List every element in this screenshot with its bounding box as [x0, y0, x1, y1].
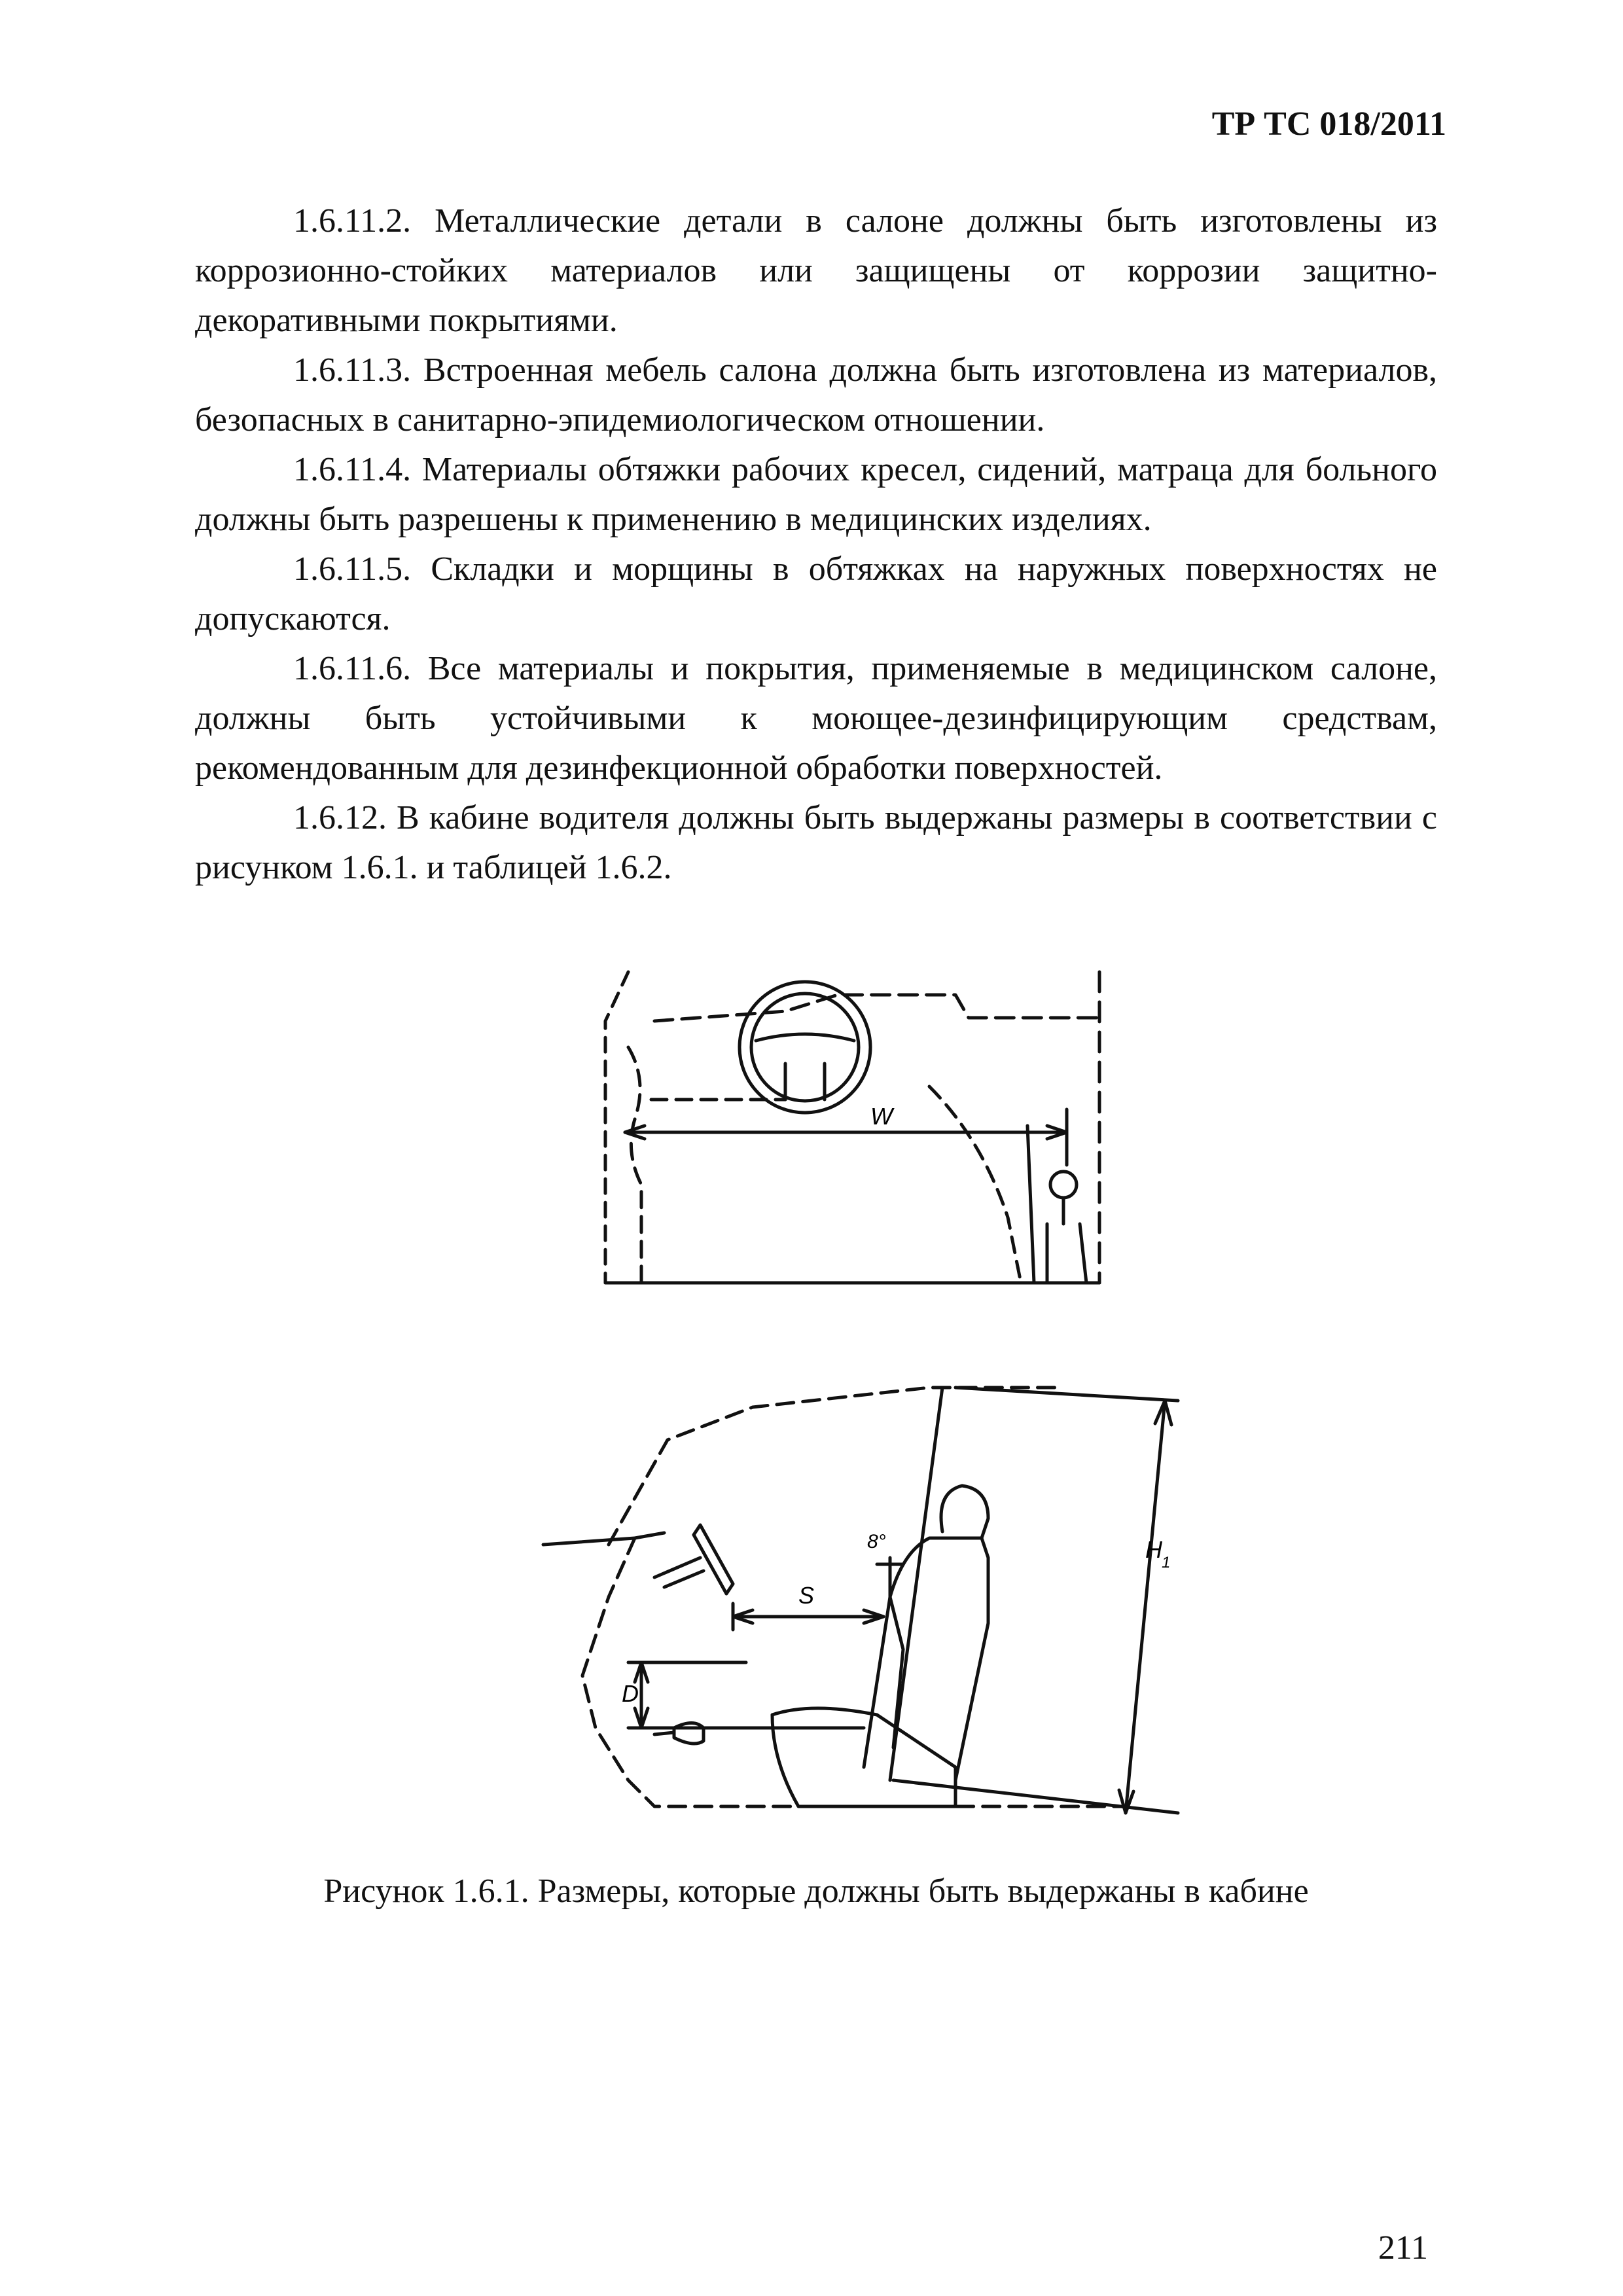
dimension-label-w: W — [870, 1103, 893, 1130]
paragraph-1-6-11-5: 1.6.11.5. Складки и морщины в обтяжках на наружных поверхностях не допускаются. — [195, 550, 1437, 637]
paragraph-1-6-11-2: 1.6.11.2. Металлические детали в салоне должны быть изготовлены из коррозионно-стойких материалов или защищены от коррозии защитно-декоративными покрытиями. — [195, 202, 1437, 339]
body-text — [195, 196, 1437, 893]
dimension-label-s: S — [798, 1582, 815, 1609]
dimension-label-d: D — [622, 1680, 639, 1707]
paragraph-1-6-11-6: 1.6.11.6. Все материалы и покрытия, применяемые в медицинском салоне, должны быть устойчивыми к моющее-дезинфицирующим средствам, рекомендованным для дезинфекционной обработки поверхностей. — [195, 650, 1437, 787]
cabin-side-view-drawing — [537, 1361, 1191, 1859]
dimension-label-h1-subscript: 1 — [1162, 1554, 1171, 1571]
paragraph-1-6-11-4: 1.6.11.4. Материалы обтяжки рабочих кресел, сидений, матраца для больного должны быть разрешены к применению в медицинских изделиях. — [195, 451, 1437, 538]
dimension-label-h1: H — [1145, 1536, 1162, 1563]
angle-label: 8° — [867, 1531, 886, 1552]
paragraph-1-6-11-3: 1.6.11.3. Встроенная мебель салона должна быть изготовлена из материалов, безопасных в санитарно-эпидемиологическом отношении. — [195, 351, 1437, 439]
page-number: 211 — [1378, 2229, 1428, 2267]
paragraph-1-6-12: 1.6.12. В кабине водителя должны быть выдержаны размеры в соответствии с рисунком 1.6.1. и таблицей 1.6.2. — [195, 799, 1437, 886]
document-code-header: ТР ТС 018/2011 — [1211, 105, 1446, 143]
cabin-top-view-drawing — [589, 969, 1126, 1309]
figure-caption: Рисунок 1.6.1. Размеры, которые должны быть выдержаны в кабине — [323, 1873, 1309, 1910]
